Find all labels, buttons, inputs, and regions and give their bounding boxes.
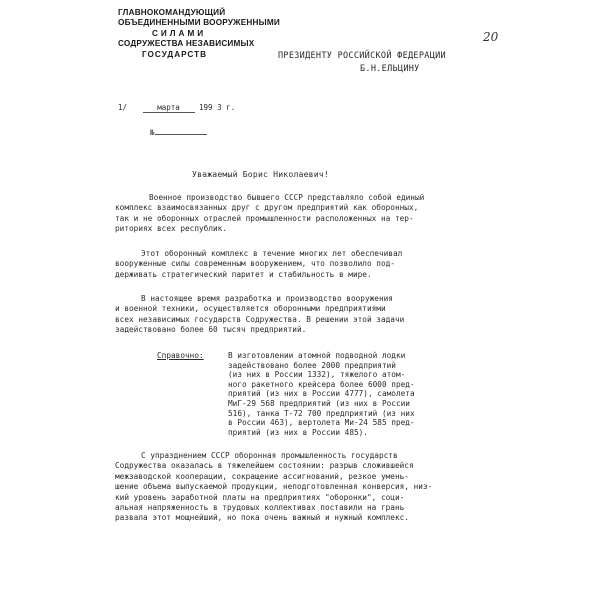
reference-line: задействовано более 2000 предприятий [228,360,396,370]
sender-block [118,8,280,60]
paragraph-3 [115,294,493,336]
reference-line: МиГ-29 568 предприятий (из них в России [228,398,410,408]
addressee-name: Б.Н.ЕЛЬЦИНУ [360,64,420,74]
sender-line: ГОСУДАРСТВ [142,49,208,59]
paragraph-line: вооруженные силы современным вооружением, что позволило под- [115,259,395,269]
sender-line: СОДРУЖЕСТВА НЕЗАВИСИМЫХ [118,39,255,49]
reference-line: приятий (из них в России 485). [228,427,368,437]
paragraph-line: так и не оборонных отраслей промышленности расположенных на тер- [115,213,414,223]
reference-line: в России 463), вертолета Ми-24 585 пред- [228,418,415,428]
paragraph-line: С упразднением СССР оборонная промышленность государств [141,451,398,460]
reference-line: 516), танка Т-72 700 предприятий (из них [228,408,415,418]
registration-number [150,128,207,137]
reference-line: В изготовлении атомной подводной лодки [228,351,406,360]
paragraph-line: держивать стратегический паритет и стабильность в мире. [115,269,372,279]
paragraph-1 [115,193,493,235]
paragraph-line: Военное производство бывшего СССР представляло собой единый [149,193,425,202]
addressee-block [278,50,446,76]
paragraph-line: шение объема выпускаемой продукции, неподготовленная конверсия, низ- [115,482,433,492]
reference-line: (из них в России 1332), тяжелого атом- [228,370,406,380]
date-day: 1/ [118,103,128,112]
greeting: Уважаемый Борис Николаевич! [192,169,329,179]
paragraph-line: развала этот мощнейший, но пока очень важный и нужный комплекс. [115,513,409,523]
paragraph-2 [115,249,493,280]
page-number: 20 [483,30,499,44]
registration-blank [155,134,207,135]
paragraph-line: всех независимых государств Содружества. В решении этой задачи [115,314,405,324]
registration-prefix: № [150,128,155,137]
paragraph-line: альная напряженность в трудовых коллективах поставили на грань [115,503,405,513]
sender-line: ГЛАВНОКОМАНДУЮЩИЙ [118,8,226,17]
paragraph-line: комплекс взаимосвязанных друг с другом предприятий как оборонных, [115,203,419,213]
paragraph-line: и военной техники, осуществляется оборонными предприятиями [115,304,386,314]
paragraph-line: риториях всех республик. [115,224,227,234]
sender-line: СИЛАМИ [152,28,207,38]
paragraph-line: Содружества оказалась в тяжелейшем состоянии: разрыв сложившейся [115,461,414,471]
date-year: 199 3 г. [199,103,236,112]
date-month: марта [143,103,195,113]
paragraph-closing [115,451,493,524]
paragraph-line: задействовано более 60 тысяч предприятий. [115,325,307,335]
reference-line: приятий (из них в России 4777), самолета [228,389,415,399]
paragraph-line: Этот оборонный комплекс в течение многих лет обеспечивал [141,249,403,258]
paragraph-line: межзаводской кооперации, сокращение ассигнований, резкое умень- [115,471,409,481]
reference-body [228,351,415,437]
paragraph-line: В настоящее время разработка и производство вооружения [141,294,393,303]
date-line [118,103,235,113]
addressee-title: ПРЕЗИДЕНТУ РОССИЙСКОЙ ФЕДЕРАЦИИ [278,51,446,61]
reference-label: Справочно: [157,351,204,360]
sender-line: ОБЪЕДИНЕННЫМИ ВООРУЖЕННЫМИ [118,18,280,28]
paragraph-line: кий уровень заработной платы на предприятиях "оборонки", соци- [115,492,405,502]
reference-line: ного ракетного крейсера более 6000 пред- [228,379,415,389]
